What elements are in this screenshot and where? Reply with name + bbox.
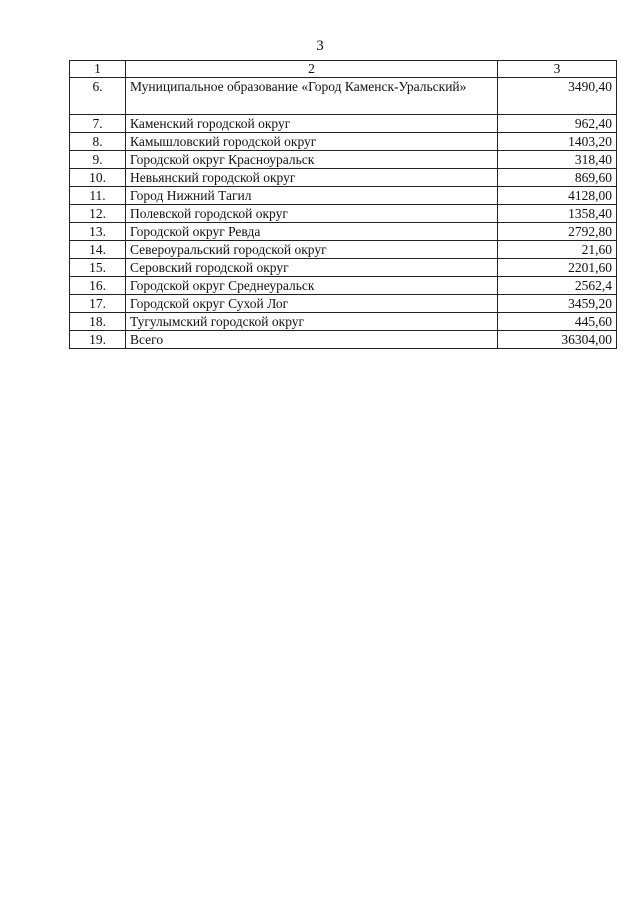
row-number: 12. xyxy=(70,205,126,223)
row-value: 445,60 xyxy=(498,313,617,331)
page-number: 3 xyxy=(316,38,324,54)
row-value: 21,60 xyxy=(498,241,617,259)
row-number: 15. xyxy=(70,259,126,277)
row-value: 3459,20 xyxy=(498,295,617,313)
column-header-name: 2 xyxy=(126,61,498,78)
row-value: 1403,20 xyxy=(498,133,617,151)
table-row xyxy=(70,78,617,115)
table-row xyxy=(70,151,617,169)
data-table xyxy=(69,60,617,349)
row-number: 6. xyxy=(70,78,126,115)
row-number: 13. xyxy=(70,223,126,241)
row-name: Городской округ Среднеуральск xyxy=(126,277,498,295)
table-row xyxy=(70,259,617,277)
table-row xyxy=(70,313,617,331)
row-number: 11. xyxy=(70,187,126,205)
row-number: 16. xyxy=(70,277,126,295)
row-value: 869,60 xyxy=(498,169,617,187)
column-header-value: 3 xyxy=(498,61,617,78)
row-number: 8. xyxy=(70,133,126,151)
table-row xyxy=(70,115,617,133)
row-value: 2562,4 xyxy=(498,277,617,295)
row-number: 19. xyxy=(70,331,126,349)
column-header-number: 1 xyxy=(70,61,126,78)
row-value: 4128,00 xyxy=(498,187,617,205)
row-name: Городской округ Ревда xyxy=(126,223,498,241)
row-name: Тугулымский городской округ xyxy=(126,313,498,331)
table-row xyxy=(70,295,617,313)
row-number: 17. xyxy=(70,295,126,313)
row-number: 9. xyxy=(70,151,126,169)
table-row xyxy=(70,277,617,295)
table-row xyxy=(70,187,617,205)
row-name: Невьянский городской округ xyxy=(126,169,498,187)
row-name: Город Нижний Тагил xyxy=(126,187,498,205)
table-row xyxy=(70,169,617,187)
row-name: Городской округ Сухой Лог xyxy=(126,295,498,313)
row-number: 7. xyxy=(70,115,126,133)
row-name: Североуральский городской округ xyxy=(126,241,498,259)
row-number: 18. xyxy=(70,313,126,331)
table-row xyxy=(70,223,617,241)
row-value: 2792,80 xyxy=(498,223,617,241)
table-row xyxy=(70,133,617,151)
row-value: 3490,40 xyxy=(498,78,617,115)
row-name: Полевской городской округ xyxy=(126,205,498,223)
row-name: Каменский городской округ xyxy=(126,115,498,133)
row-value: 36304,00 xyxy=(498,331,617,349)
row-name: Серовский городской округ xyxy=(126,259,498,277)
table-row-total xyxy=(70,331,617,349)
row-name: Городской округ Красноуральск xyxy=(126,151,498,169)
row-value: 962,40 xyxy=(498,115,617,133)
row-value: 1358,40 xyxy=(498,205,617,223)
table-header-row xyxy=(70,61,617,78)
row-name: Всего xyxy=(126,331,498,349)
table-row xyxy=(70,205,617,223)
row-number: 14. xyxy=(70,241,126,259)
row-value: 318,40 xyxy=(498,151,617,169)
row-value: 2201,60 xyxy=(498,259,617,277)
row-name: Камышловский городской округ xyxy=(126,133,498,151)
table-row xyxy=(70,241,617,259)
row-name: Муниципальное образование «Город Каменск-Уральский» xyxy=(126,78,498,115)
row-number: 10. xyxy=(70,169,126,187)
